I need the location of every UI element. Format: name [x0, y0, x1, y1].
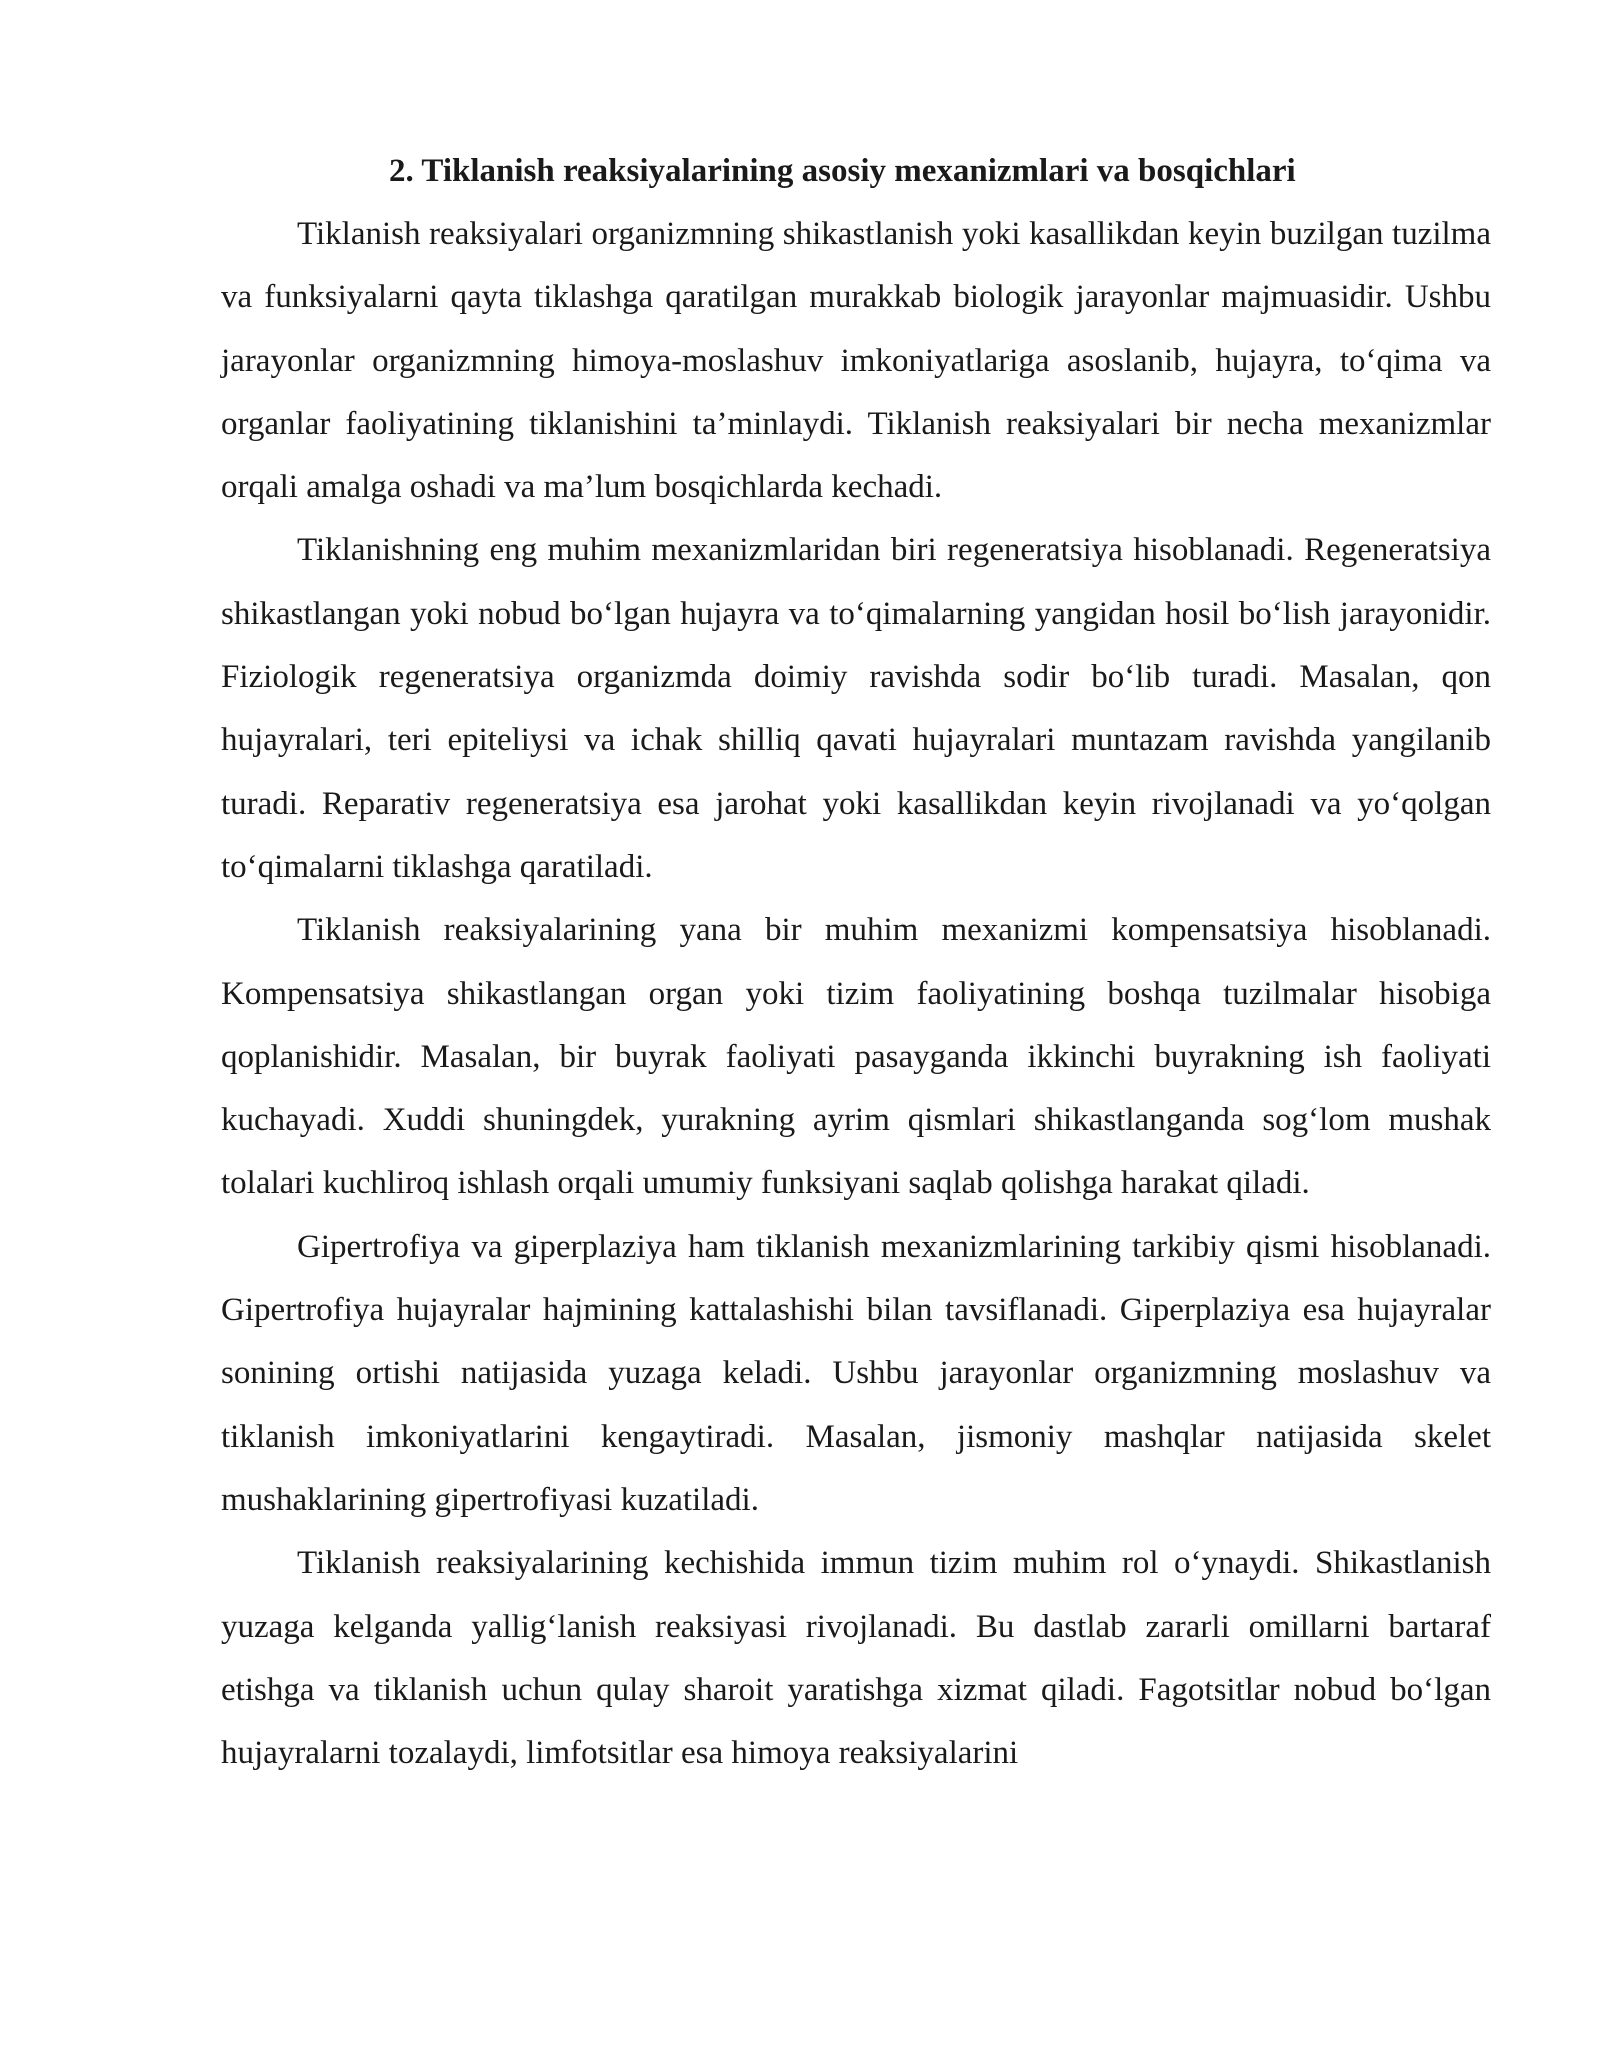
paragraph-intro: Tiklanish reaksiyalari organizmning shikastlanish yoki kasallikdan keyin buzilgan tuzilma va funksiyalarni qayta tiklashga qaratilgan murakkab biologik jarayonlar majmuasidir. Ushbu jarayonlar organizmning himoya-moslashuv imkoniyatlariga asoslanib, hujayra, to‘qima va organlar faoliyatining tiklanishini ta’minlaydi. Tiklanish reaksiyalari bir necha mexanizmlar orqali amalga oshadi va ma’lum bosqichlarda kechadi.: [221, 216, 1491, 506]
section-heading: 2. Tiklanish reaksiyalarining asosiy mexanizmlari va bosqichlari: [389, 153, 1296, 189]
paragraph-immune-system: Tiklanish reaksiyalarining kechishida immun tizim muhim rol o‘ynaydi. Shikastlanish yuzaga kelganda yallig‘lanish reaksiyasi rivojlanadi. Bu dastlab zararli omillarni bartaraf etishga va tiklanish uchun qulay sharoit yaratishga xizmat qiladi. Fagotsitlar nobud bo‘lgan hujayralarni tozalaydi, limfotsitlar esa himoya reaksiyalarini: [221, 1545, 1491, 1772]
paragraph-regeneration: Tiklanishning eng muhim mexanizmlaridan biri regeneratsiya hisoblanadi. Regeneratsiya shikastlangan yoki nobud bo‘lgan hujayra va to‘qimalarning yangidan hosil bo‘lish jarayonidir. Fiziologik regeneratsiya organizmda doimiy ravishda sodir bo‘lib turadi. Masalan, qon hujayralari, teri epiteliysi va ichak shilliq qavati hujayralari muntazam ravishda yangilanib turadi. Reparativ regeneratsiya esa jarohat yoki kasallikdan keyin rivojlanadi va yo‘qolgan to‘qimalarni tiklashga qaratiladi.: [221, 532, 1491, 885]
document-page: [221, 150, 1491, 1785]
paragraph-compensation: Tiklanish reaksiyalarining yana bir muhim mexanizmi kompensatsiya hisoblanadi. Kompensatsiya shikastlangan organ yoki tizim faoliyatining boshqa tuzilmalar hisobiga qoplanishidir. Masalan, bir buyrak faoliyati pasayganda ikkinchi buyrakning ish faoliyati kuchayadi. Xuddi shuningdek, yurakning ayrim qismlari shikastlanganda sog‘lom mushak tolalari kuchliroq ishlash orqali umumiy funksiyani saqlab qolishga harakat qiladi.: [221, 912, 1491, 1202]
paragraph-hypertrophy: Gipertrofiya va giperplaziya ham tiklanish mexanizmlarining tarkibiy qismi hisoblanadi. Gipertrofiya hujayralar hajmining kattalashishi bilan tavsiflanadi. Giperplaziya esa hujayralar sonining ortishi natijasida yuzaga keladi. Ushbu jarayonlar organizmning moslashuv va tiklanish imkoniyatlarini kengaytiradi. Masalan, jismoniy mashqlar natijasida skelet mushaklarining gipertrofiyasi kuzatiladi.: [221, 1228, 1491, 1518]
